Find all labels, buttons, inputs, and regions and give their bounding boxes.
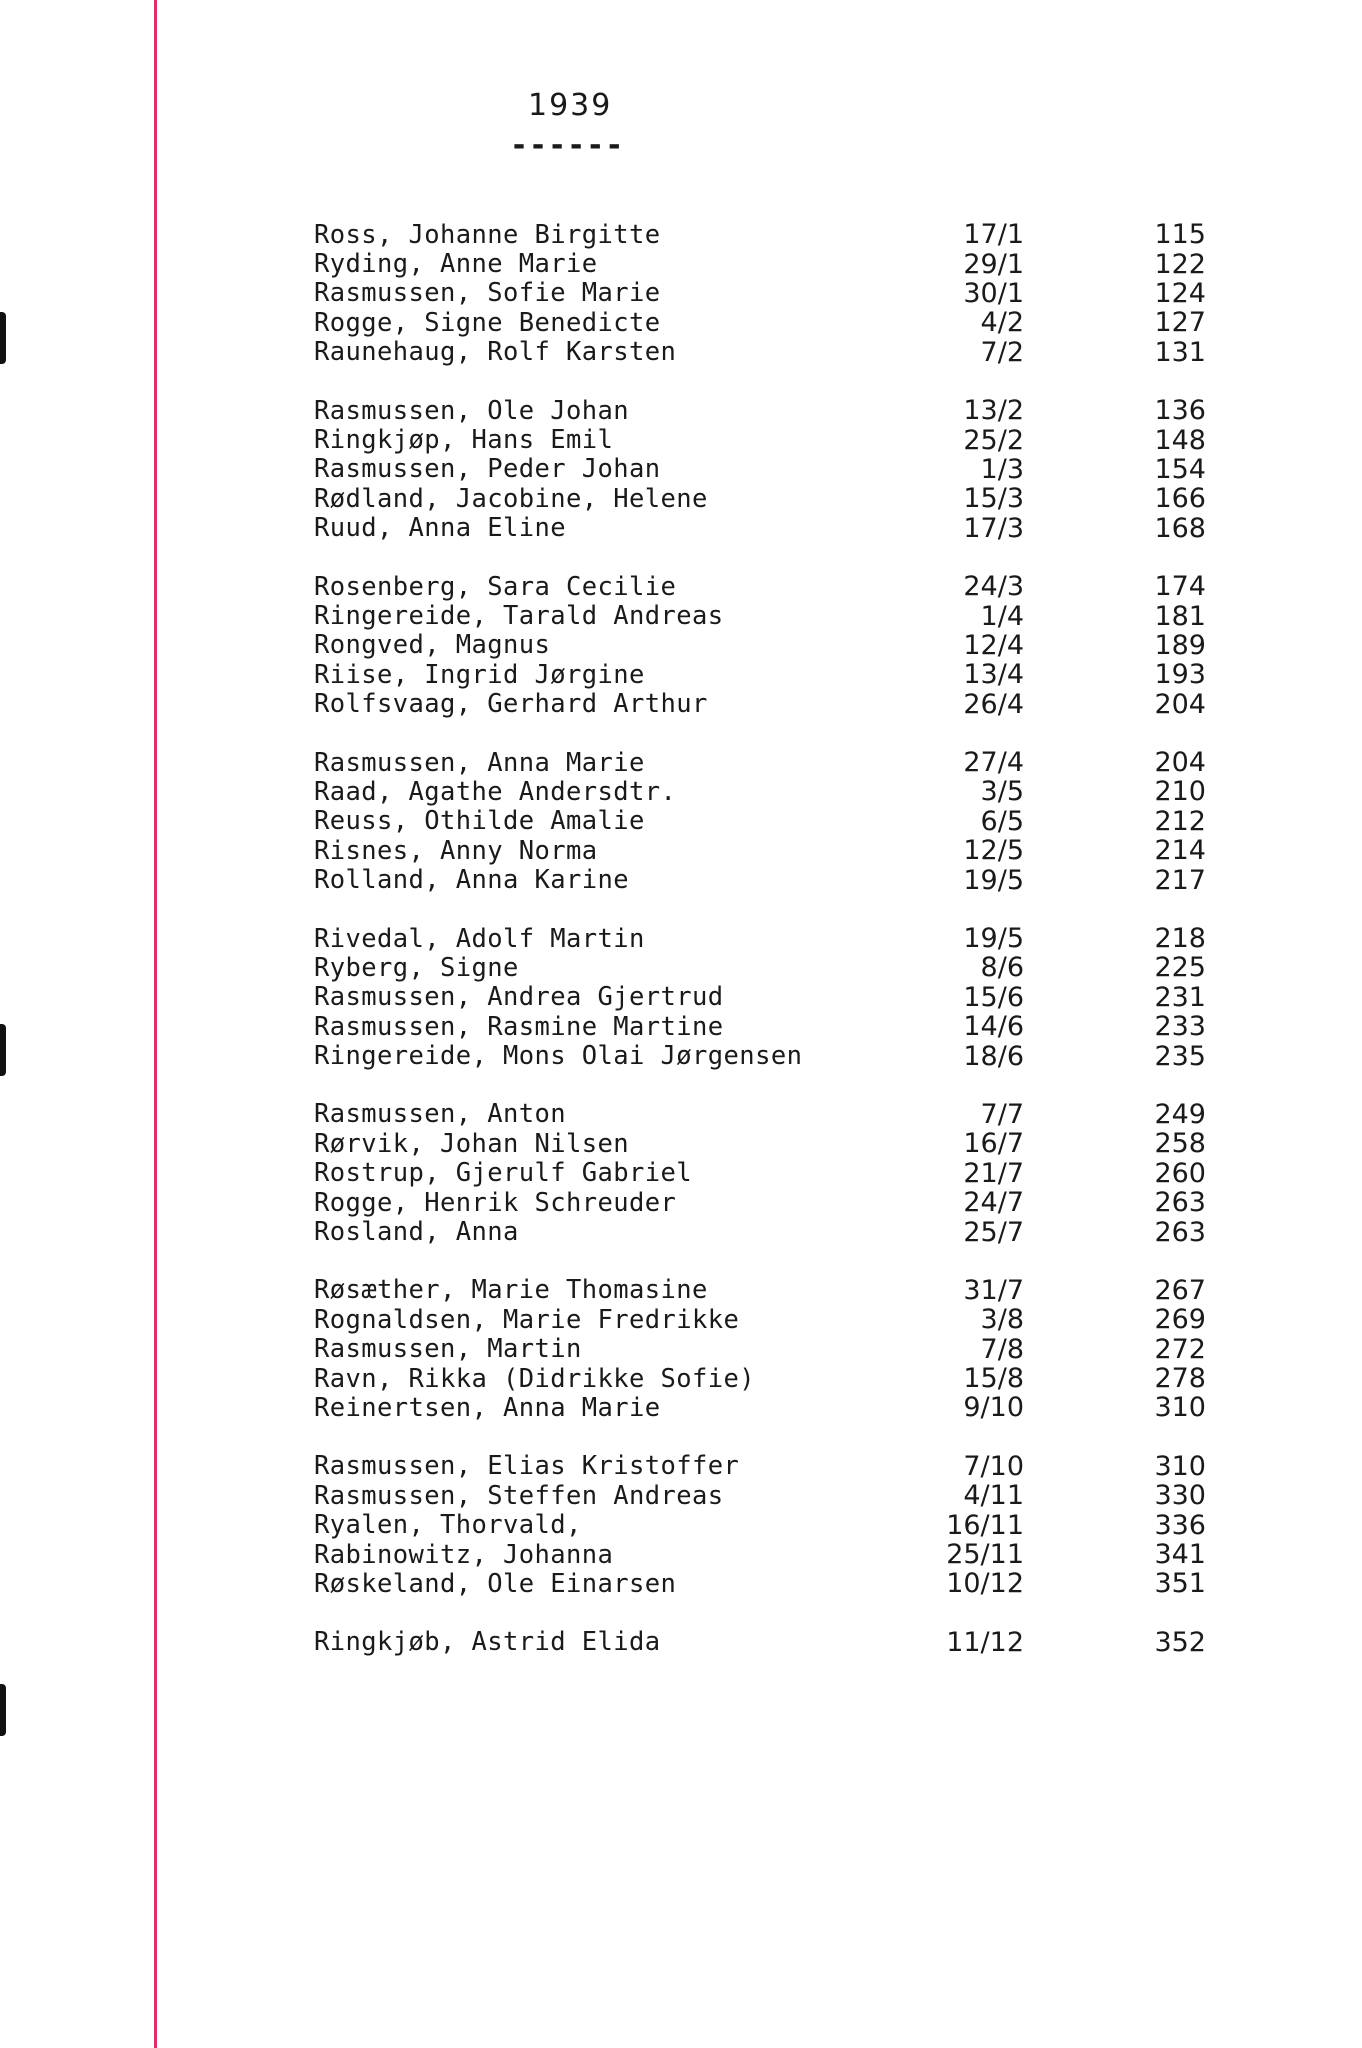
register-row	[314, 689, 1274, 718]
entry-number: 212	[1154, 805, 1206, 837]
entry-number: 310	[1154, 1392, 1206, 1424]
entry-name: Rasmussen, Andrea Gjertrud	[314, 982, 724, 1013]
punch-hole-mark	[0, 312, 6, 364]
entry-date: 25/7	[963, 1216, 1024, 1248]
entry-name: Ross, Johanne Birgitte	[314, 219, 661, 250]
entry-group	[314, 396, 1274, 543]
entry-name: Rasmussen, Steffen Andreas	[314, 1480, 724, 1511]
register-row	[314, 514, 1274, 543]
register-row	[314, 865, 1274, 894]
entry-name: Rosland, Anna	[314, 1217, 519, 1248]
register-row	[314, 1100, 1274, 1129]
entry-date: 1/4	[980, 600, 1024, 632]
entry-name: Rasmussen, Sofie Marie	[314, 278, 661, 309]
entry-name: Rasmussen, Anna Marie	[314, 747, 645, 778]
entry-name: Rasmussen, Elias Kristoffer	[314, 1451, 740, 1482]
register-row	[314, 1188, 1274, 1217]
entry-date: 29/1	[963, 248, 1024, 280]
register-row	[314, 279, 1274, 308]
entry-date: 17/1	[963, 219, 1024, 251]
entry-date: 4/2	[980, 307, 1024, 339]
register-row	[314, 1129, 1274, 1158]
entry-name: Rongved, Magnus	[314, 630, 551, 661]
entry-number: 131	[1154, 336, 1206, 368]
entry-date: 16/7	[963, 1128, 1024, 1160]
entry-date: 19/5	[963, 864, 1024, 896]
register-row	[314, 1510, 1274, 1539]
register-row	[314, 1012, 1274, 1041]
entry-group	[314, 1276, 1274, 1423]
entry-date: 31/7	[963, 1274, 1024, 1306]
entry-date: 24/3	[963, 571, 1024, 603]
entry-date: 14/6	[963, 1011, 1024, 1043]
register-row	[314, 1217, 1274, 1246]
entry-name: Ringkjøb, Astrid Elida	[314, 1627, 661, 1658]
entry-date: 18/6	[963, 1040, 1024, 1072]
register-row	[314, 836, 1274, 865]
entry-number: 204	[1154, 688, 1206, 720]
entry-name: Rostrup, Gjerulf Gabriel	[314, 1158, 693, 1189]
entry-number: 233	[1154, 1011, 1206, 1043]
entry-date: 12/4	[963, 629, 1024, 661]
entry-number: 214	[1154, 835, 1206, 867]
entry-number: 122	[1154, 248, 1206, 280]
register-row	[314, 924, 1274, 953]
register-row	[314, 249, 1274, 278]
entry-date: 10/12	[946, 1568, 1024, 1600]
entry-date: 25/2	[963, 424, 1024, 456]
entry-name: Rørvik, Johan Nilsen	[314, 1128, 630, 1159]
entry-name: Ringereide, Mons Olai Jørgensen	[314, 1041, 803, 1072]
register-row	[314, 983, 1274, 1012]
entry-name: Ryberg, Signe	[314, 952, 519, 983]
entry-name: Rivedal, Adolf Martin	[314, 923, 645, 954]
register-row	[314, 777, 1274, 806]
entry-number: 330	[1154, 1480, 1206, 1512]
register-row	[314, 601, 1274, 630]
entry-number: 263	[1154, 1216, 1206, 1248]
entry-name: Risnes, Anny Norma	[314, 835, 598, 866]
register-row	[314, 1305, 1274, 1334]
register-row	[314, 1335, 1274, 1364]
entry-number: 278	[1154, 1363, 1206, 1395]
entry-name: Ruud, Anna Eline	[314, 513, 567, 544]
entry-date: 7/2	[980, 336, 1024, 368]
entry-number: 272	[1154, 1333, 1206, 1365]
entry-date: 30/1	[963, 277, 1024, 309]
entry-name: Riise, Ingrid Jørgine	[314, 659, 645, 690]
entry-date: 26/4	[963, 688, 1024, 720]
register-row	[314, 807, 1274, 836]
entry-number: 263	[1154, 1187, 1206, 1219]
entry-number: 127	[1154, 307, 1206, 339]
entry-name: Rosenberg, Sara Cecilie	[314, 571, 677, 602]
entry-name: Rolland, Anna Karine	[314, 865, 630, 896]
entry-date: 27/4	[963, 747, 1024, 779]
entry-name: Rasmussen, Rasmine Martine	[314, 1011, 724, 1042]
register-row	[314, 1393, 1274, 1422]
register-row	[314, 1481, 1274, 1510]
entry-date: 12/5	[963, 835, 1024, 867]
entry-name: Ringkjøp, Hans Emil	[314, 425, 614, 456]
entry-date: 16/11	[946, 1509, 1024, 1541]
entry-number: 351	[1154, 1568, 1206, 1600]
entry-date: 15/3	[963, 483, 1024, 515]
entry-name: Rogge, Signe Benedicte	[314, 307, 661, 338]
punch-hole-mark	[0, 1684, 6, 1736]
register-row	[314, 220, 1274, 249]
entry-name: Rødland, Jacobine, Helene	[314, 483, 708, 514]
entry-number: 260	[1154, 1157, 1206, 1189]
entry-date: 1/3	[980, 453, 1024, 485]
page-title-year: 1939	[528, 88, 613, 123]
register-row	[314, 1540, 1274, 1569]
entry-date: 8/6	[980, 952, 1024, 984]
register-row	[314, 338, 1274, 367]
margin-line	[154, 0, 157, 2048]
register-row	[314, 1628, 1274, 1657]
entry-number: 217	[1154, 864, 1206, 896]
entry-date: 3/8	[980, 1304, 1024, 1336]
entry-name: Rognaldsen, Marie Fredrikke	[314, 1304, 740, 1335]
entry-number: 218	[1154, 923, 1206, 955]
entry-name: Ringereide, Tarald Andreas	[314, 601, 724, 631]
entry-date: 15/8	[963, 1363, 1024, 1395]
entry-number: 204	[1154, 747, 1206, 779]
entry-date: 6/5	[980, 805, 1024, 837]
entry-group	[314, 1628, 1274, 1657]
entry-date: 21/7	[963, 1157, 1024, 1189]
entry-number: 115	[1154, 219, 1206, 251]
entry-number: 154	[1154, 453, 1206, 485]
entry-number: 181	[1154, 600, 1206, 632]
entry-date: 9/10	[963, 1392, 1024, 1424]
register-row	[314, 425, 1274, 454]
entry-name: Rasmussen, Anton	[314, 1099, 567, 1130]
entry-number: 267	[1154, 1274, 1206, 1306]
entry-number: 210	[1154, 776, 1206, 808]
entry-name: Reuss, Othilde Amalie	[314, 806, 645, 837]
entry-number: 166	[1154, 483, 1206, 515]
entry-name: Rasmussen, Peder Johan	[314, 454, 661, 485]
entry-number: 269	[1154, 1304, 1206, 1336]
title-underline: ------	[510, 128, 625, 163]
entry-name: Ryding, Anne Marie	[314, 249, 598, 280]
entry-number: 193	[1154, 659, 1206, 691]
entry-number: 341	[1154, 1539, 1206, 1571]
entry-date: 13/4	[963, 659, 1024, 691]
entry-name: Rogge, Henrik Schreuder	[314, 1187, 677, 1218]
entry-date: 7/8	[980, 1333, 1024, 1365]
entry-group	[314, 1100, 1274, 1247]
entry-name: Rasmussen, Martin	[314, 1334, 582, 1365]
entry-number: 136	[1154, 395, 1206, 427]
entry-number: 231	[1154, 981, 1206, 1013]
entry-date: 25/11	[946, 1539, 1024, 1571]
register-row	[314, 631, 1274, 660]
entry-name: Reinertsen, Anna Marie	[314, 1392, 661, 1423]
entry-number: 249	[1154, 1098, 1206, 1130]
entry-date: 19/5	[963, 923, 1024, 955]
entry-name: Ravn, Rikka (Didrikke Sofie)	[314, 1363, 756, 1394]
entry-date: 24/7	[963, 1187, 1024, 1219]
entry-name: Raad, Agathe Andersdtr.	[314, 776, 677, 807]
register-row	[314, 1569, 1274, 1598]
entry-date: 7/7	[980, 1098, 1024, 1130]
entry-date: 3/5	[980, 776, 1024, 808]
entry-date: 4/11	[963, 1480, 1024, 1512]
register-row	[314, 1041, 1274, 1070]
punch-hole-mark	[0, 1024, 6, 1076]
register-row	[314, 1159, 1274, 1188]
entry-number: 124	[1154, 277, 1206, 309]
register-row	[314, 1452, 1274, 1481]
entry-date: 11/12	[946, 1626, 1024, 1658]
entry-name: Røsæther, Marie Thomasine	[314, 1275, 708, 1306]
entry-number: 258	[1154, 1128, 1206, 1160]
register-row	[314, 660, 1274, 689]
entry-number: 148	[1154, 424, 1206, 456]
entry-date: 17/3	[963, 512, 1024, 544]
entry-group	[314, 220, 1274, 367]
entry-name: Rolfsvaag, Gerhard Arthur	[314, 689, 708, 720]
register-row	[314, 484, 1274, 513]
register-row	[314, 308, 1274, 337]
entry-number: 189	[1154, 629, 1206, 661]
entry-group	[314, 1452, 1274, 1599]
entry-number: 174	[1154, 571, 1206, 603]
entry-number: 352	[1154, 1626, 1206, 1658]
register-row	[314, 1364, 1274, 1393]
entry-name: Ryalen, Thorvald,	[314, 1510, 582, 1541]
entry-group	[314, 924, 1274, 1071]
entry-name: Raunehaug, Rolf Karsten	[314, 337, 677, 368]
register-row	[314, 748, 1274, 777]
entry-date: 15/6	[963, 981, 1024, 1013]
entry-group	[314, 572, 1274, 719]
register-row	[314, 953, 1274, 982]
entry-name: Rabinowitz, Johanna	[314, 1539, 614, 1570]
register-row	[314, 1276, 1274, 1305]
register-row	[314, 572, 1274, 601]
register-row	[314, 396, 1274, 425]
entry-number: 336	[1154, 1509, 1206, 1541]
entry-name: Rasmussen, Ole Johan	[314, 395, 630, 426]
entry-number: 168	[1154, 512, 1206, 544]
entry-number: 310	[1154, 1450, 1206, 1482]
register-list	[314, 220, 1274, 1686]
entry-date: 7/10	[963, 1450, 1024, 1482]
entry-name: Røskeland, Ole Einarsen	[314, 1568, 677, 1599]
entry-group	[314, 748, 1274, 895]
register-row	[314, 455, 1274, 484]
entry-number: 225	[1154, 952, 1206, 984]
entry-date: 13/2	[963, 395, 1024, 427]
entry-number: 235	[1154, 1040, 1206, 1072]
